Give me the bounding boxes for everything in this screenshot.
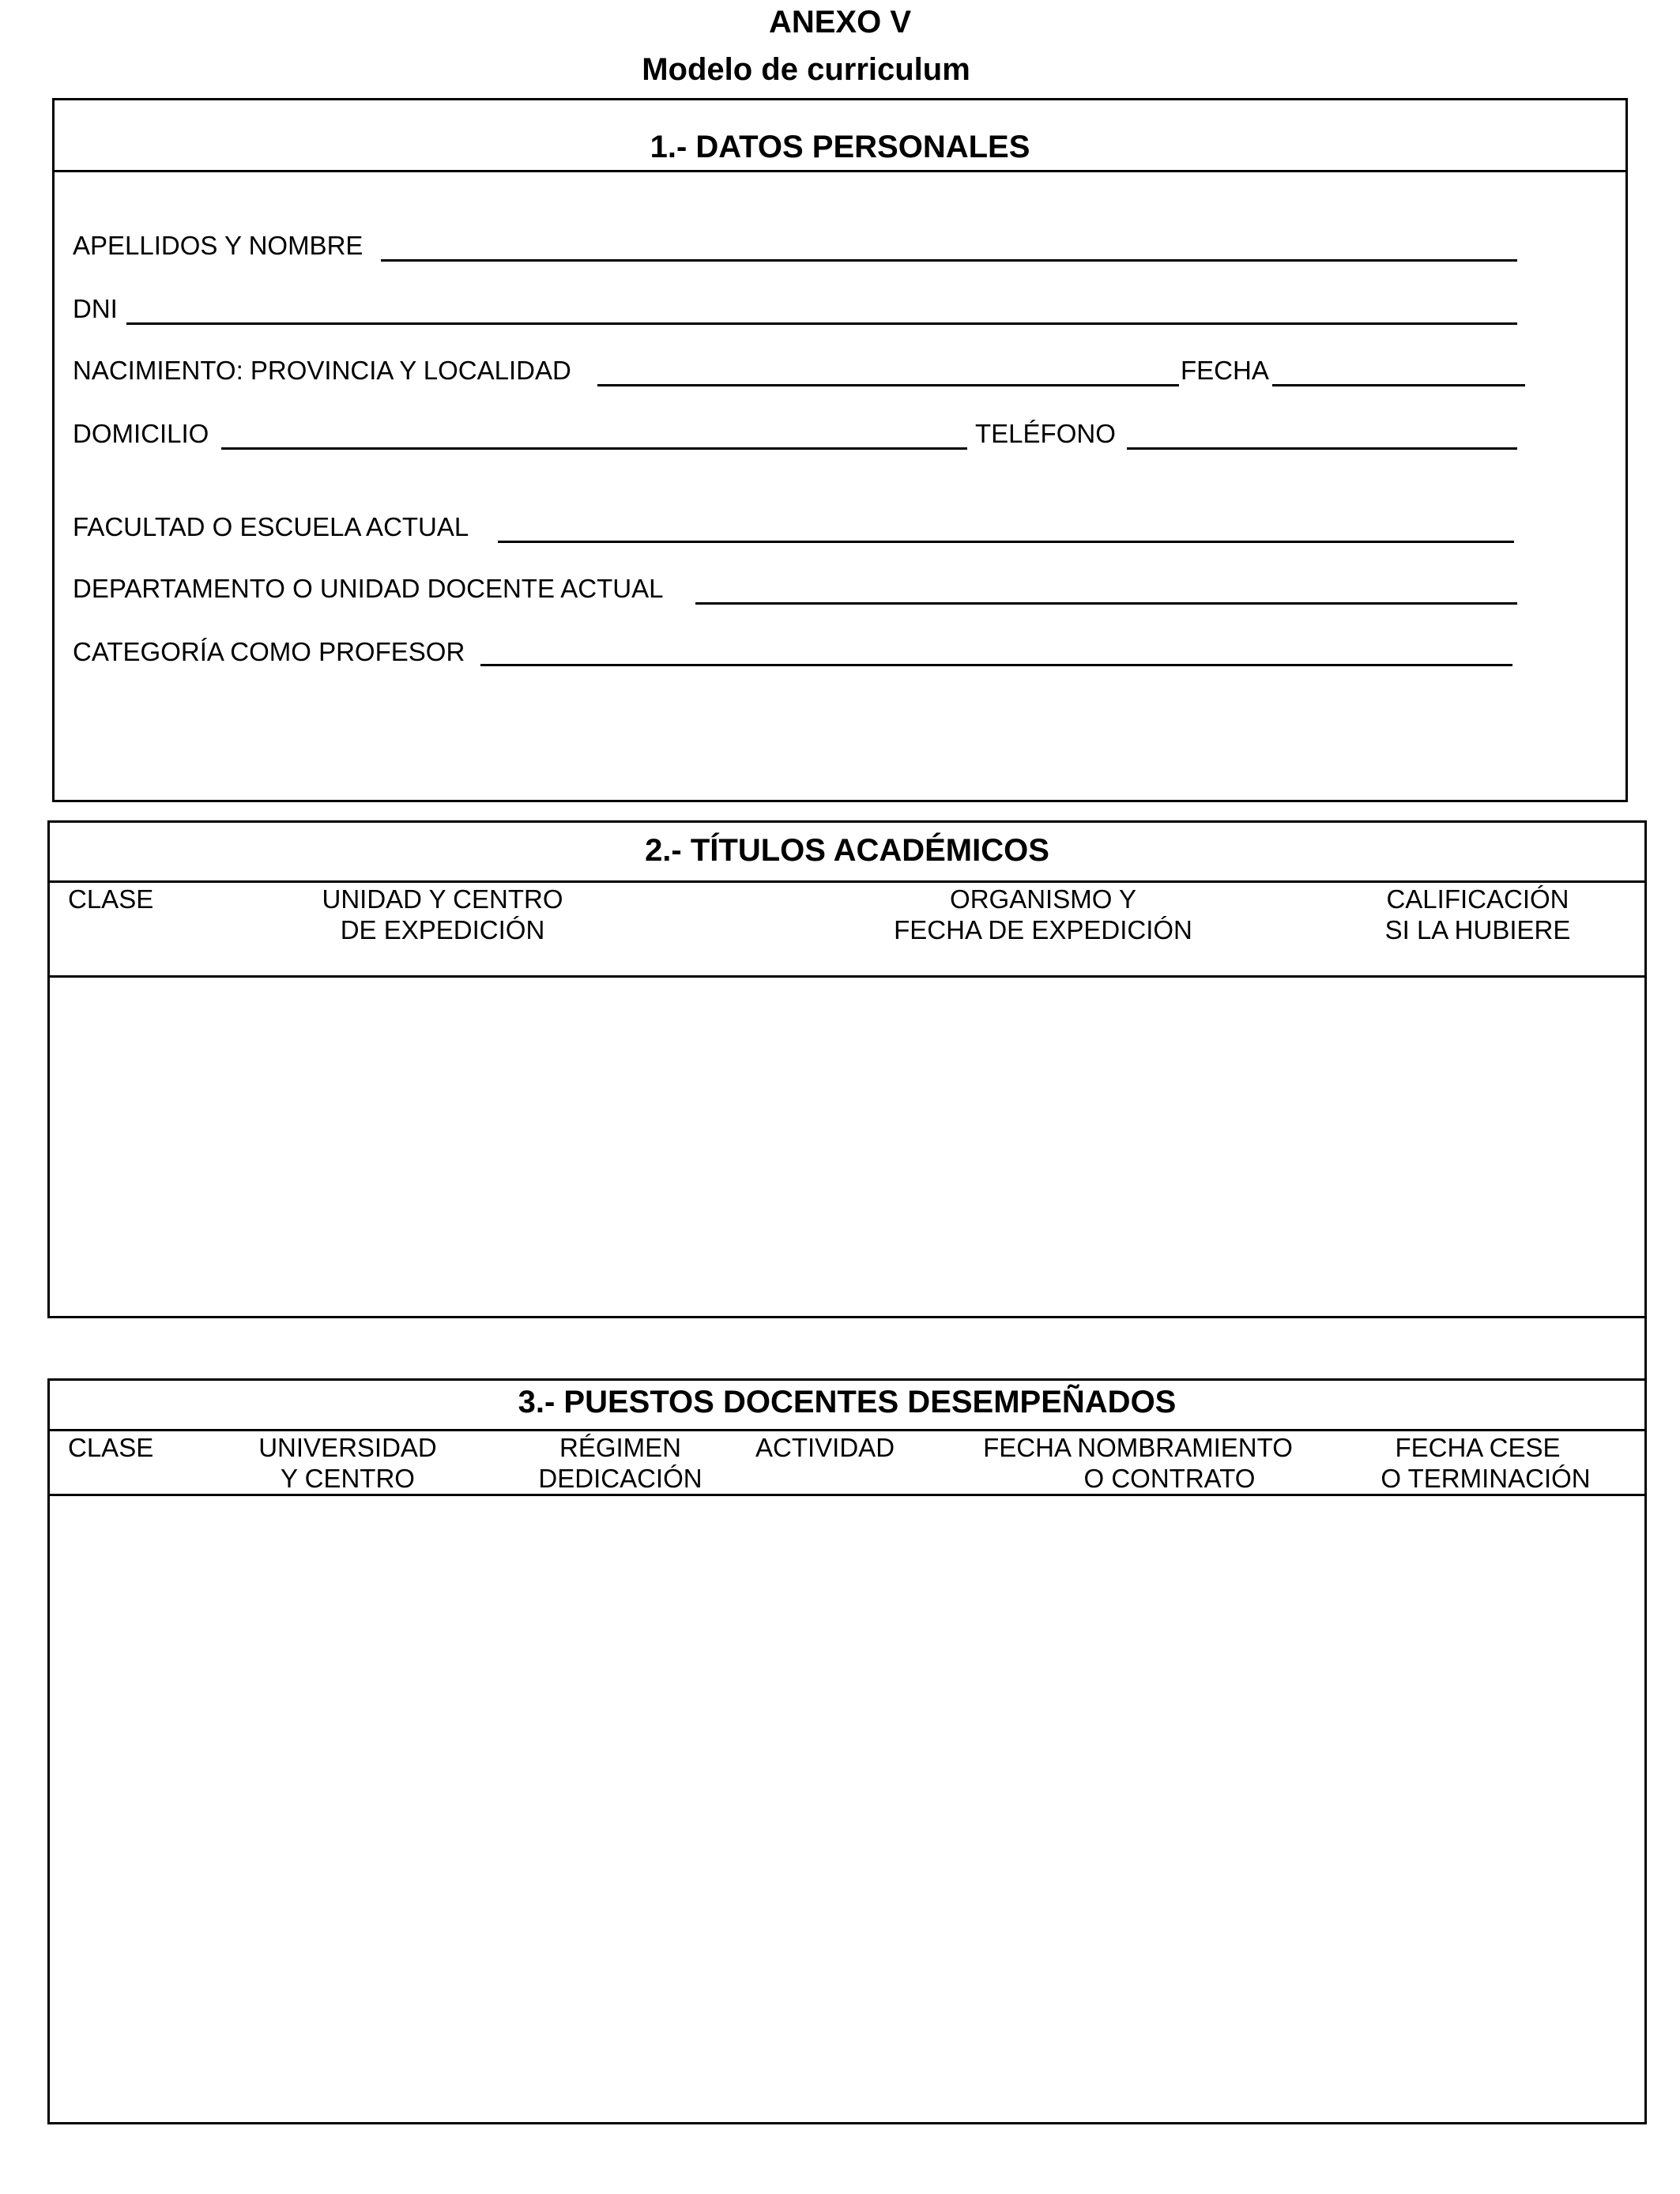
label-categoria: CATEGORÍA COMO PROFESOR <box>73 637 465 666</box>
field-dni[interactable] <box>126 322 1517 325</box>
label-nacimiento: NACIMIENTO: PROVINCIA Y LOCALIDAD <box>73 356 571 385</box>
col-calificacion: CALIFICACIÓN SI LA HUBIERE <box>1384 884 1571 944</box>
section2-title-divider <box>47 880 1647 883</box>
col-clase: CLASE <box>68 1433 154 1462</box>
label-departamento: DEPARTAMENTO O UNIDAD DOCENTE ACTUAL <box>73 574 664 603</box>
col-unidad-centro: UNIDAD Y CENTRO DE EXPEDICIÓN <box>322 884 563 944</box>
section3-title: 3.- PUESTOS DOCENTES DESEMPEÑADOS <box>518 1385 1177 1419</box>
section2-title: 2.- TÍTULOS ACADÉMICOS <box>645 833 1049 868</box>
section3-title-divider <box>47 1429 1647 1431</box>
label-facultad: FACULTAD O ESCUELA ACTUAL <box>73 512 469 541</box>
label-domicilio: DOMICILIO <box>73 419 209 448</box>
field-apellidos-nombre[interactable] <box>381 259 1517 262</box>
label-dni: DNI <box>73 294 118 323</box>
section2-right-extension <box>1644 1317 1647 1380</box>
label-apellidos-nombre: APELLIDOS Y NOMBRE <box>73 231 363 260</box>
section3-header-divider <box>47 1494 1647 1496</box>
col-organismo-fecha: ORGANISMO Y FECHA DE EXPEDICIÓN <box>894 884 1192 944</box>
col-actividad: ACTIVIDAD <box>755 1433 895 1462</box>
field-fecha[interactable] <box>1272 384 1525 386</box>
section-personal-data <box>52 98 1628 802</box>
field-domicilio[interactable] <box>221 447 967 450</box>
field-telefono[interactable] <box>1127 447 1517 450</box>
field-categoria[interactable] <box>480 664 1512 666</box>
col-fecha-cese: FECHA CESE O TERMINACIÓN <box>1381 1433 1591 1493</box>
field-departamento[interactable] <box>695 602 1517 605</box>
field-facultad[interactable] <box>498 541 1514 543</box>
section1-title-divider <box>52 170 1628 172</box>
field-nacimiento[interactable] <box>597 384 1179 386</box>
section1-title: 1.- DATOS PERSONALES <box>650 130 1030 164</box>
section2-header-divider <box>47 975 1647 978</box>
annex-title: ANEXO V <box>768 5 912 40</box>
label-telefono: TELÉFONO <box>975 419 1116 448</box>
form-subtitle: Modelo de curriculum <box>642 52 970 87</box>
col-clase: CLASE <box>68 884 154 914</box>
col-universidad-centro: UNIVERSIDAD Y CENTRO <box>258 1433 437 1493</box>
label-fecha: FECHA <box>1181 356 1269 385</box>
col-regimen-dedicacion: RÉGIMEN DEDICACIÓN <box>538 1433 703 1493</box>
col-fecha-nombramiento: FECHA NOMBRAMIENTO O CONTRATO <box>983 1433 1293 1493</box>
